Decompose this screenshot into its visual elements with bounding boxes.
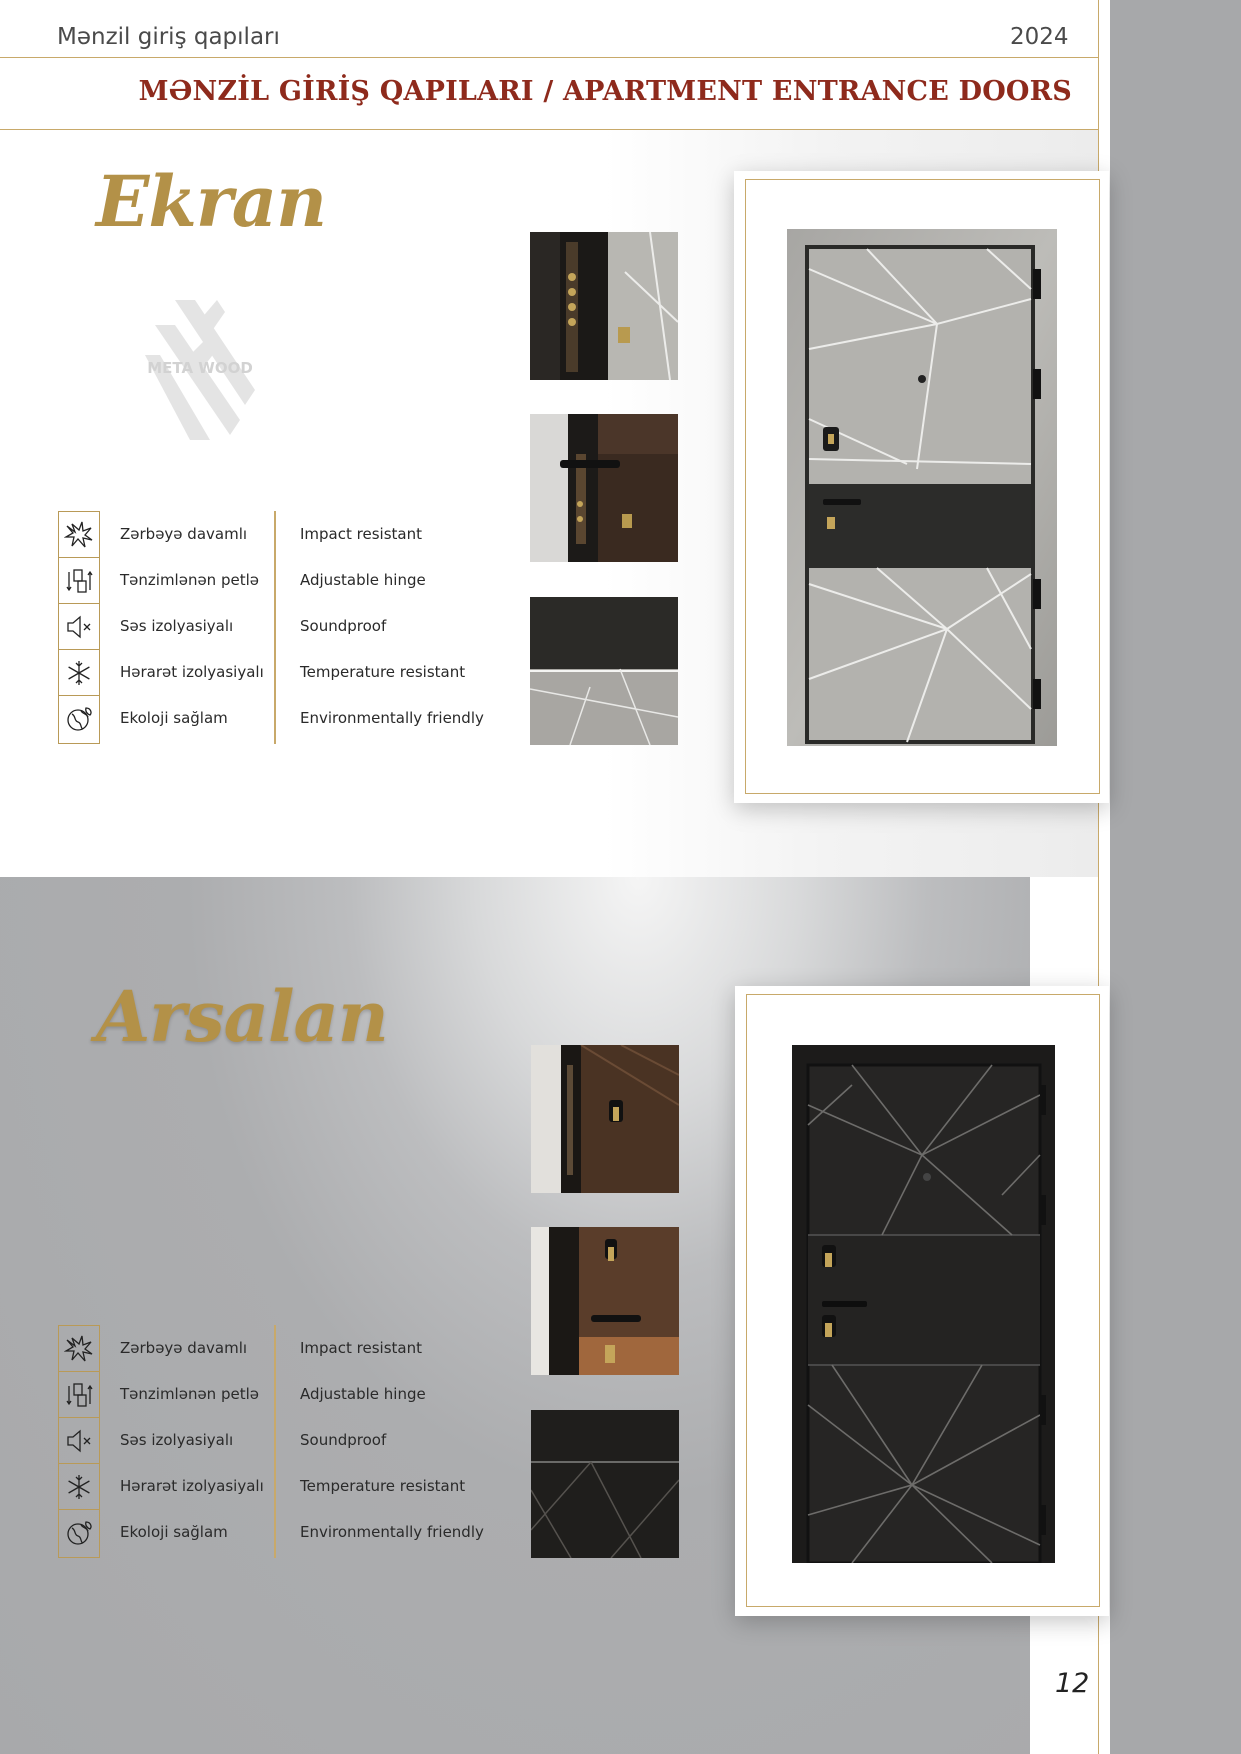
detail-photo-surface xyxy=(531,1410,679,1558)
feature-divider xyxy=(274,511,276,744)
eco-icon xyxy=(59,1510,99,1556)
page-number: 12 xyxy=(1055,1668,1090,1699)
feature-en: Adjustable hinge xyxy=(300,571,426,589)
feature-az: Ekoloji sağlam xyxy=(120,709,228,727)
door-image-ekran xyxy=(787,229,1057,746)
feature-az: Zərbəyə davamlı xyxy=(120,1339,248,1357)
header-background xyxy=(0,0,1098,130)
detail-photo-lock xyxy=(530,232,678,380)
feature-en: Impact resistant xyxy=(300,1339,422,1357)
header-rule-top xyxy=(0,57,1099,58)
hinge-icon xyxy=(59,558,99,604)
soundproof-icon xyxy=(59,1418,99,1464)
feature-list-az xyxy=(120,511,264,741)
feature-en: Environmentally friendly xyxy=(300,709,484,727)
feature-en: Soundproof xyxy=(300,617,387,635)
header-title: Mənzil giriş qapıları xyxy=(57,24,280,50)
feature-az: Hərarət izolyasiyalı xyxy=(120,1477,264,1495)
eco-icon xyxy=(59,696,99,742)
section-banner: MƏNZİL GİRİŞ QAPILARI / APARTMENT ENTRANCE DOORS xyxy=(138,76,1072,107)
door-image-arsalan xyxy=(792,1045,1055,1563)
impact-icon xyxy=(59,512,99,558)
detail-photo-handle xyxy=(531,1227,679,1375)
product-title-arsalan: Arsalan xyxy=(96,975,388,1058)
detail-photo-lock xyxy=(531,1045,679,1193)
detail-photo-surface xyxy=(530,597,678,745)
logo-text: META WOOD xyxy=(147,359,253,377)
detail-photo-handle xyxy=(530,414,678,562)
feature-en: Environmentally friendly xyxy=(300,1523,484,1541)
right-gray-strip xyxy=(1110,0,1241,1754)
product-title-ekran: Ekran xyxy=(96,160,326,243)
feature-az: Tənzimlənən petlə xyxy=(120,571,259,589)
hinge-icon xyxy=(59,1372,99,1418)
feature-icons-column xyxy=(58,511,100,744)
feature-en: Soundproof xyxy=(300,1431,387,1449)
feature-az: Zərbəyə davamlı xyxy=(120,525,248,543)
meta-wood-logo xyxy=(145,300,255,440)
feature-en: Adjustable hinge xyxy=(300,1385,426,1403)
door-card-arsalan xyxy=(735,986,1109,1616)
header-rule-bottom xyxy=(0,129,1099,130)
feature-az: Səs izolyasiyalı xyxy=(120,1431,234,1449)
feature-az: Səs izolyasiyalı xyxy=(120,617,234,635)
feature-en: Impact resistant xyxy=(300,525,422,543)
feature-list-en xyxy=(300,511,484,741)
feature-az: Tənzimlənən petlə xyxy=(120,1385,259,1403)
feature-divider xyxy=(274,1325,276,1558)
feature-list-en xyxy=(300,1325,484,1555)
feature-az: Ekoloji sağlam xyxy=(120,1523,228,1541)
door-card-ekran xyxy=(734,171,1109,803)
snowflake-icon xyxy=(59,650,99,696)
feature-az: Hərarət izolyasiyalı xyxy=(120,663,264,681)
snowflake-icon xyxy=(59,1464,99,1510)
feature-en: Temperature resistant xyxy=(300,663,466,681)
header-year: 2024 xyxy=(1010,24,1069,50)
impact-icon xyxy=(59,1326,99,1372)
feature-en: Temperature resistant xyxy=(300,1477,466,1495)
feature-icons-column xyxy=(58,1325,100,1558)
feature-list-az xyxy=(120,1325,264,1555)
soundproof-icon xyxy=(59,604,99,650)
